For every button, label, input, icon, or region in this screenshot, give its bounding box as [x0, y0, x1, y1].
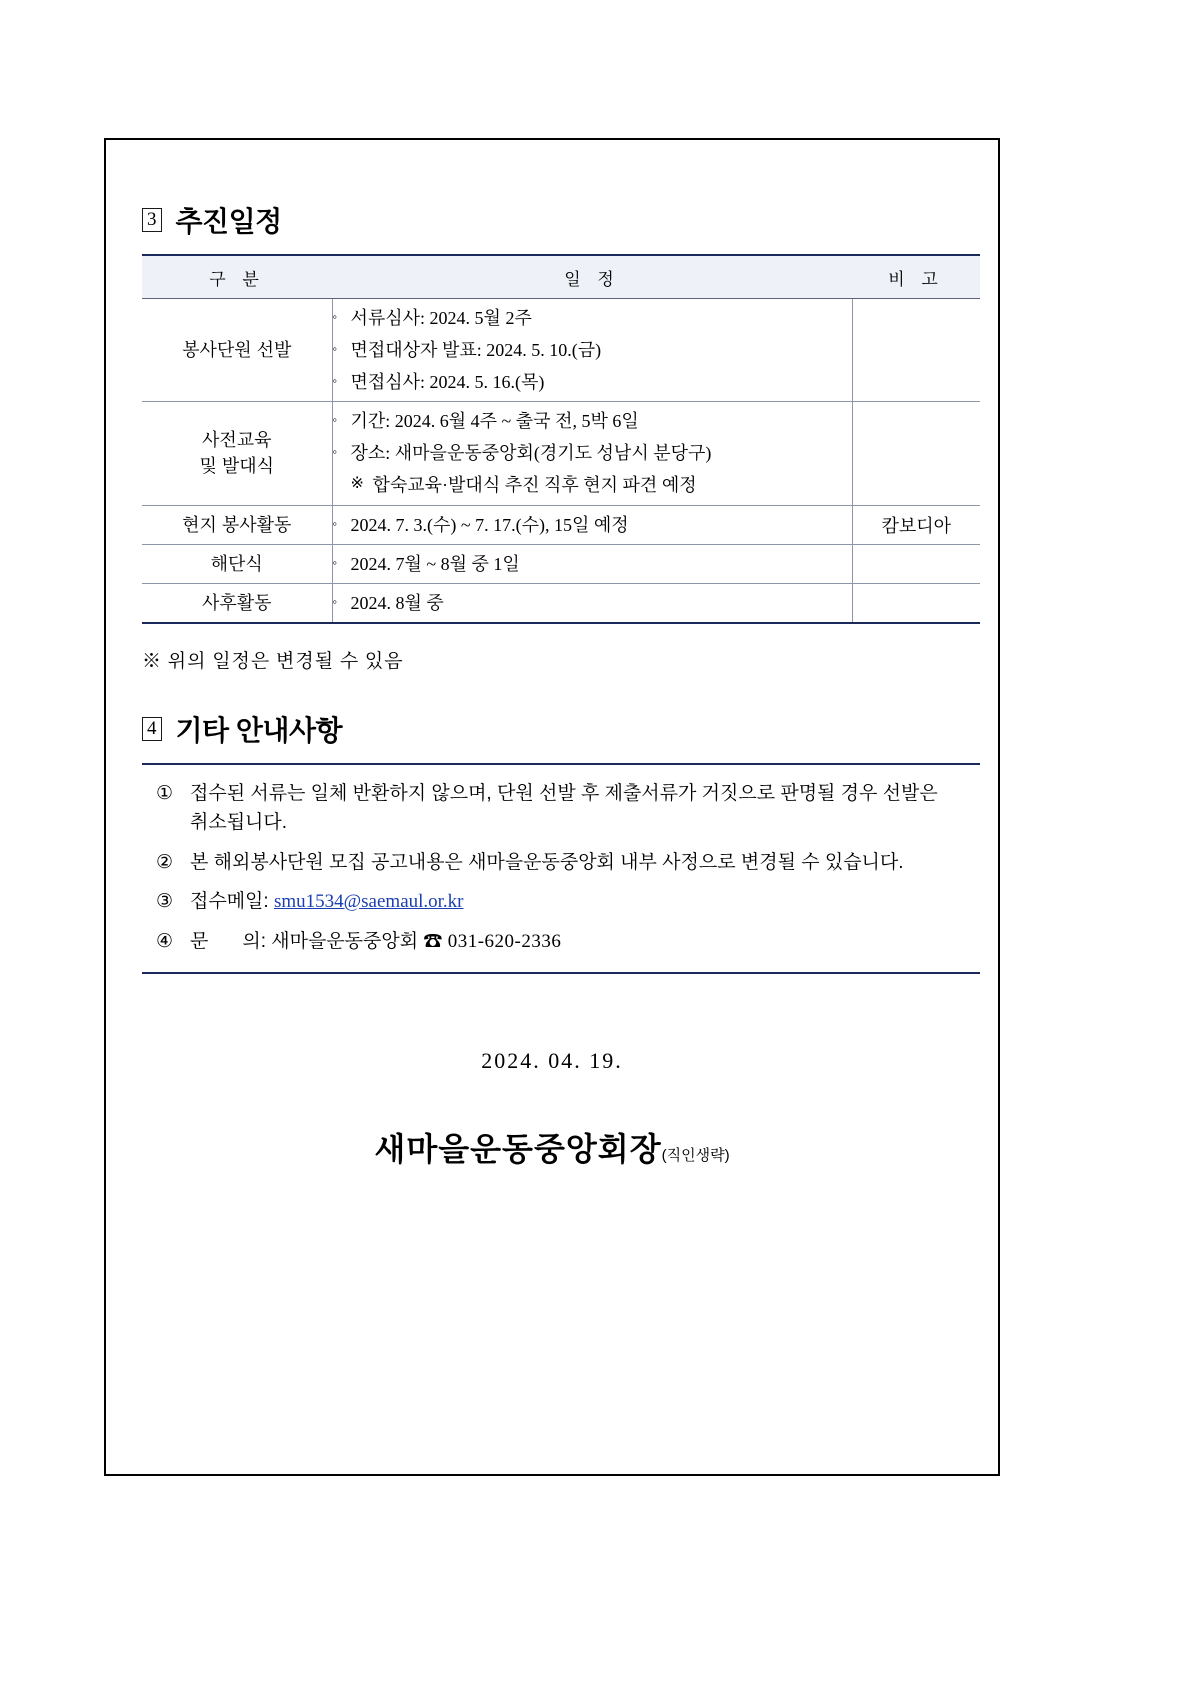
- email-link[interactable]: smu1534@saemaul.or.kr: [273, 891, 464, 913]
- list-item-text: [190, 887, 962, 916]
- list-item: [156, 848, 962, 877]
- document-page: [104, 138, 1000, 1476]
- cell-remark: [852, 402, 980, 505]
- schedule-item: [333, 551, 852, 577]
- schedule-item-text: 2024. 7. 3.(수) ~ 7. 17.(수), 15일 예정: [350, 514, 629, 535]
- cell-division: 해단식: [142, 544, 332, 583]
- cell-division: 현지 봉사활동: [142, 505, 332, 544]
- document-date: 2024. 04. 19.: [481, 1048, 623, 1074]
- bullet-icon: ◦: [332, 515, 338, 531]
- section-3-heading: [142, 200, 962, 240]
- bullet-icon: ◦: [332, 373, 338, 389]
- section-4-top-rule: [142, 763, 980, 765]
- section-4-bottom-rule: [142, 972, 980, 974]
- email-label: 접수메일:: [190, 891, 269, 913]
- schedule-footnote: ※ 위의 일정은 변경될 수 있음: [142, 650, 404, 672]
- list-item: [156, 779, 962, 838]
- bullet-icon: ◦: [332, 309, 338, 324]
- table-row: [142, 583, 980, 623]
- column-header-remark: 비 고: [852, 255, 980, 299]
- list-item-number: ④: [156, 930, 174, 952]
- list-item-number: ①: [156, 782, 174, 804]
- table-row: [142, 402, 980, 505]
- list-item-number: ③: [156, 891, 174, 913]
- notice-list: [142, 779, 962, 956]
- schedule-item: [333, 369, 852, 395]
- cell-remark: [852, 299, 980, 402]
- bullet-icon: ◦: [332, 341, 338, 357]
- schedule-item: [333, 590, 852, 616]
- section-4-number: 4: [142, 717, 162, 741]
- schedule-table: [142, 254, 980, 624]
- schedule-item-text: 2024. 7월 ~ 8월 중 1일: [350, 553, 520, 574]
- cell-remark: [852, 544, 980, 583]
- table-header-row: [142, 255, 980, 299]
- schedule-item: [333, 337, 852, 363]
- telephone-icon: ☎: [423, 930, 443, 952]
- cell-schedule: [332, 299, 852, 402]
- cell-schedule: [332, 505, 852, 544]
- schedule-note-text: 합숙교육·발대식 추진 직후 현지 파견 예정: [372, 475, 697, 496]
- schedule-item-text: 기간: 2024. 6월 4주 ~ 출국 전, 5박 6일: [350, 411, 639, 432]
- schedule-item-text: 면접대상자 발표: 2024. 5. 10.(금): [350, 340, 602, 361]
- section-3-number: 3: [142, 208, 162, 232]
- table-row: [142, 505, 980, 544]
- section-4-title: 기타 안내사항: [175, 714, 343, 746]
- bullet-icon: ◦: [332, 412, 338, 428]
- schedule-item: [333, 440, 852, 466]
- column-header-division: 구 분: [142, 255, 332, 299]
- cell-division: [142, 402, 332, 505]
- phone-number: 031-620-2336: [447, 930, 562, 952]
- bullet-icon: ◦: [332, 593, 338, 609]
- cell-division-line2: 및 발대식: [199, 456, 275, 477]
- cell-schedule: [332, 583, 852, 623]
- cell-division-line1: 사전교육: [201, 430, 272, 451]
- table-row: [142, 299, 980, 402]
- document-body: [142, 200, 962, 1170]
- schedule-item-text: 면접심사: 2024. 5. 16.(목): [350, 372, 545, 393]
- list-item-number: ②: [156, 851, 174, 873]
- signature-block: [142, 1124, 962, 1170]
- cell-schedule: [332, 402, 852, 505]
- note-mark-icon: ※: [350, 475, 364, 493]
- bullet-icon: ◦: [332, 554, 338, 570]
- bullet-icon: ◦: [332, 444, 338, 460]
- schedule-item: [333, 408, 852, 434]
- schedule-item: [333, 305, 852, 331]
- schedule-item: [333, 512, 852, 538]
- cell-remark: [852, 583, 980, 623]
- signer-note: (직인생략): [661, 1147, 730, 1165]
- schedule-note: [333, 472, 852, 498]
- schedule-item-text: 서류심사: 2024. 5월 2주: [350, 308, 532, 328]
- schedule-item-text: 장소: 새마을운동중앙회(경기도 성남시 분당구): [350, 443, 712, 464]
- inquiry-label-a: 문: [190, 930, 209, 952]
- section-4-heading: [142, 709, 962, 749]
- list-item-text: 본 해외봉사단원 모집 공고내용은 새마을운동중앙회 내부 사정으로 변경될 수 있습니다.: [190, 851, 904, 873]
- list-item-text: 접수된 서류는 일체 반환하지 않으며, 단원 선발 후 제출서류가 거짓으로 판명될 경우 선발은 취소됩니다.: [190, 782, 938, 834]
- list-item: [156, 927, 962, 956]
- cell-remark: 캄보디아: [852, 505, 980, 544]
- cell-schedule: [332, 544, 852, 583]
- table-row: [142, 544, 980, 583]
- list-item-text: [190, 927, 962, 956]
- cell-division: 봉사단원 선발: [142, 299, 332, 402]
- section-3-title: 추진일정: [175, 206, 282, 237]
- inquiry-label-b: 의: 새마을운동중앙회: [242, 930, 419, 952]
- cell-division: 사후활동: [142, 583, 332, 623]
- column-header-schedule: 일 정: [332, 255, 852, 299]
- list-item: [156, 887, 962, 916]
- schedule-item-text: 2024. 8월 중: [350, 592, 444, 613]
- signer-name: 새마을운동중앙회장: [374, 1131, 662, 1168]
